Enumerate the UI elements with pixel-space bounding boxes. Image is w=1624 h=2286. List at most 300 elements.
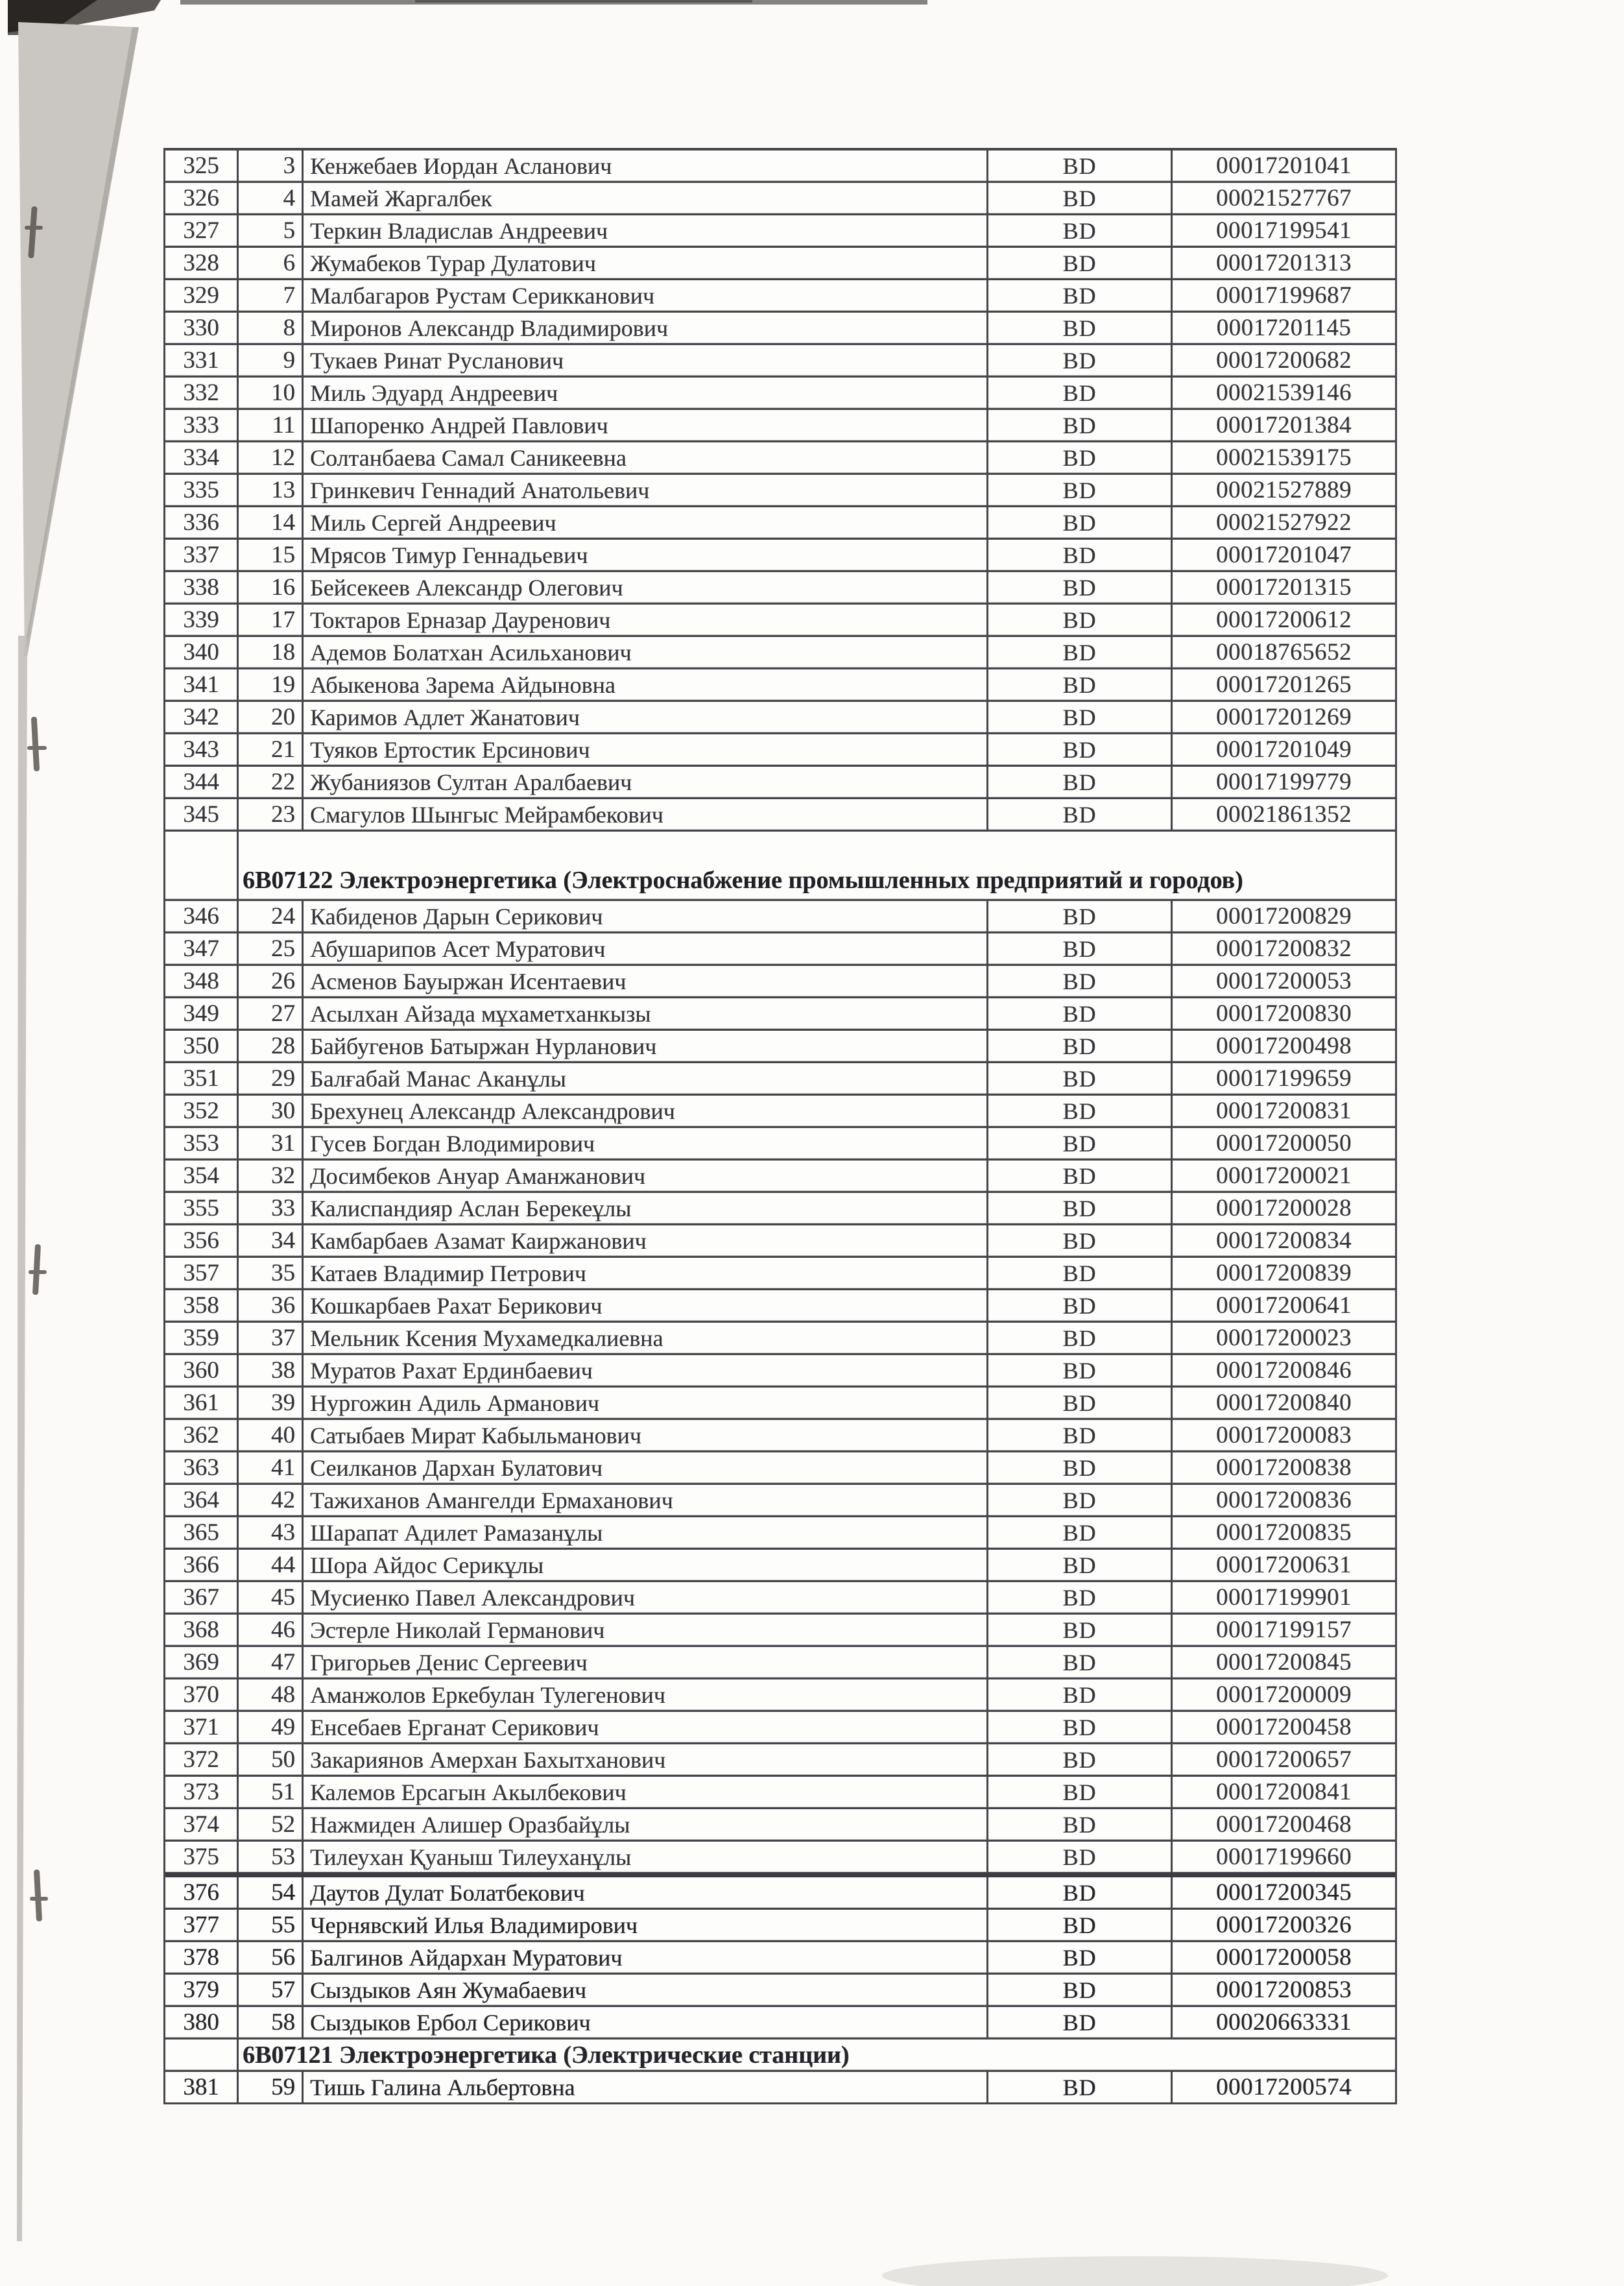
name-cell: Муратов Рахат Ердинбаевич <box>302 1355 986 1386</box>
row-number-cell: 365 <box>183 1519 219 1546</box>
table-row <box>165 408 1395 440</box>
id-number-cell: 00017199901 <box>1171 1582 1395 1613</box>
seq-number-cell: 42 <box>237 1485 302 1515</box>
degree-code-cell: BD <box>986 767 1171 797</box>
row-number-cell: 359 <box>183 1325 219 1351</box>
row-number-cell: 335 <box>183 477 219 503</box>
degree-code-cell: BD <box>986 378 1171 408</box>
seq-number-cell: 10 <box>237 378 302 408</box>
table-row <box>165 1678 1395 1710</box>
id-number-cell: 00017200841 <box>1171 1777 1395 1807</box>
table-row <box>165 668 1395 700</box>
table-row <box>165 1840 1395 1872</box>
table-row <box>165 635 1395 668</box>
row-number-cell: 360 <box>183 1357 219 1384</box>
table-row <box>165 700 1395 732</box>
table-row <box>165 1061 1395 1094</box>
row-number-cell: 326 <box>183 185 219 211</box>
table-row <box>165 1775 1395 1807</box>
degree-code-cell: BD <box>986 1031 1171 1061</box>
name-cell: Камбарбаев Азамат Каиржанович <box>302 1225 986 1256</box>
section-row <box>165 2038 1395 2070</box>
id-number-cell: 00017199779 <box>1171 767 1395 797</box>
name-cell: Токтаров Ерназар Дауренович <box>302 605 986 635</box>
id-number-cell: 00017200023 <box>1171 1323 1395 1353</box>
degree-code-cell: BD <box>986 1550 1171 1580</box>
row-number-cell <box>165 2039 237 2070</box>
row-number-cell: 348 <box>183 968 219 994</box>
seq-number-cell: 51 <box>237 1777 302 1807</box>
table-row <box>165 1872 1395 1908</box>
row-number-cell: 331 <box>183 347 219 374</box>
table-row <box>165 932 1395 964</box>
degree-code-cell: BD <box>986 1161 1171 1191</box>
name-cell: Абушарипов Асет Муратович <box>302 933 986 964</box>
table-row <box>165 1321 1395 1353</box>
scan-top-streak-dark-icon <box>415 0 752 3</box>
table-row <box>165 1353 1395 1386</box>
table-row <box>165 1126 1395 1159</box>
page-edge-strip-icon <box>17 636 27 2241</box>
id-number-cell: 00017201145 <box>1171 313 1395 343</box>
table-row <box>165 1742 1395 1775</box>
name-cell: Мрясов Тимур Геннадьевич <box>302 540 986 570</box>
id-number-cell: 00017199157 <box>1171 1615 1395 1645</box>
degree-code-cell: BD <box>986 799 1171 830</box>
name-cell: Закариянов Амерхан Бахытханович <box>302 1744 986 1775</box>
seq-number-cell: 59 <box>237 2072 302 2102</box>
row-number-cell: 347 <box>183 935 219 962</box>
degree-code-cell: BD <box>986 734 1171 765</box>
degree-code-cell: BD <box>986 998 1171 1029</box>
row-number-cell: 342 <box>183 704 219 730</box>
seq-number-cell: 38 <box>237 1355 302 1386</box>
id-number-cell: 00017200458 <box>1171 1712 1395 1742</box>
row-number-cell: 361 <box>183 1390 219 1416</box>
table-row <box>165 1159 1395 1191</box>
table-row <box>165 964 1395 996</box>
degree-code-cell: BD <box>986 313 1171 343</box>
row-number-cell: 380 <box>183 2009 219 2036</box>
id-number-cell: 00017200682 <box>1171 345 1395 376</box>
row-number-cell: 363 <box>183 1454 219 1481</box>
seq-number-cell: 31 <box>237 1128 302 1159</box>
seq-number-cell: 43 <box>237 1517 302 1548</box>
id-number-cell: 00017200657 <box>1171 1744 1395 1775</box>
row-number-cell: 327 <box>183 217 219 244</box>
name-cell: Сатыбаев Мират Кабыльманович <box>302 1420 986 1450</box>
row-number-cell: 375 <box>183 1844 219 1870</box>
binding-smudges <box>25 206 48 1921</box>
seq-number-cell: 50 <box>237 1744 302 1775</box>
id-number-cell: 00017200831 <box>1171 1096 1395 1126</box>
row-number-cell <box>165 832 237 899</box>
table-row <box>165 1548 1395 1580</box>
name-cell: Даутов Дулат Болатбекович <box>302 1877 986 1908</box>
degree-code-cell: BD <box>986 1842 1171 1872</box>
seq-number-cell: 3 <box>237 150 302 181</box>
section-header: 6В07121 Электроэнергетика (Электрические станции) <box>237 2039 1395 2070</box>
table-row <box>165 343 1395 376</box>
seq-number-cell: 18 <box>237 637 302 668</box>
table-row <box>165 1613 1395 1645</box>
degree-code-cell: BD <box>986 1647 1171 1678</box>
row-number-cell: 336 <box>183 509 219 536</box>
degree-code-cell: BD <box>986 2007 1171 2038</box>
degree-code-cell: BD <box>986 669 1171 700</box>
seq-number-cell: 40 <box>237 1420 302 1450</box>
table-row <box>165 1450 1395 1483</box>
seq-number-cell: 17 <box>237 605 302 635</box>
id-number-cell: 00017200853 <box>1171 1975 1395 2005</box>
table-row <box>165 1223 1395 1256</box>
degree-code-cell: BD <box>986 1712 1171 1742</box>
name-cell: Адемов Болатхан Асильханович <box>302 637 986 668</box>
seq-number-cell: 9 <box>237 345 302 376</box>
corner-fold-wedge-icon <box>18 22 139 656</box>
row-number-cell: 357 <box>183 1260 219 1286</box>
row-number-cell: 353 <box>183 1130 219 1157</box>
seq-number-cell: 6 <box>237 248 302 278</box>
name-cell: Эстерле Николай Германович <box>302 1615 986 1645</box>
id-number-cell: 00017200836 <box>1171 1485 1395 1515</box>
bottom-scan-shadow-icon <box>882 2256 1388 2286</box>
row-number-cell: 345 <box>183 801 219 828</box>
id-number-cell: 00021527767 <box>1171 183 1395 213</box>
table-row <box>165 1515 1395 1548</box>
seq-number-cell: 39 <box>237 1388 302 1418</box>
row-number-cell: 378 <box>183 1944 219 1971</box>
table-row <box>165 1029 1395 1061</box>
name-cell: Шора Айдос Серикұлы <box>302 1550 986 1580</box>
degree-code-cell: BD <box>986 1355 1171 1386</box>
id-number-cell: 00017200829 <box>1171 901 1395 932</box>
name-cell: Калемов Ерсагын Акылбекович <box>302 1777 986 1807</box>
name-cell: Гусев Богдан Влодимирович <box>302 1128 986 1159</box>
name-cell: Миль Эдуард Андреевич <box>302 378 986 408</box>
table-row <box>165 1256 1395 1288</box>
name-cell: Нургожин Адиль Арманович <box>302 1388 986 1418</box>
seq-number-cell: 7 <box>237 280 302 311</box>
name-cell: Бейсекеев Александр Олегович <box>302 572 986 603</box>
id-number-cell: 00017200050 <box>1171 1128 1395 1159</box>
degree-code-cell: BD <box>986 1615 1171 1645</box>
table-row <box>165 1645 1395 1678</box>
table-row <box>165 1940 1395 1973</box>
name-cell: Байбугенов Батыржан Нурланович <box>302 1031 986 1061</box>
id-number-cell: 00017200021 <box>1171 1161 1395 1191</box>
degree-code-cell: BD <box>986 572 1171 603</box>
row-number-cell: 334 <box>183 444 219 471</box>
row-number-cell: 350 <box>183 1033 219 1059</box>
name-cell: Сеилканов Дархан Булатович <box>302 1452 986 1483</box>
name-cell: Теркин Владислав Андреевич <box>302 215 986 246</box>
row-number-cell: 368 <box>183 1617 219 1643</box>
seq-number-cell: 32 <box>237 1161 302 1191</box>
id-number-cell: 00017199660 <box>1171 1842 1395 1872</box>
seq-number-cell: 22 <box>237 767 302 797</box>
name-cell: Туяков Ертостик Ерсинович <box>302 734 986 765</box>
row-number-cell: 367 <box>183 1584 219 1611</box>
seq-number-cell: 21 <box>237 734 302 765</box>
degree-code-cell: BD <box>986 1679 1171 1710</box>
id-number-cell: 00017200631 <box>1171 1550 1395 1580</box>
row-number-cell: 369 <box>183 1649 219 1676</box>
table-row <box>165 899 1395 932</box>
row-number-cell: 355 <box>183 1195 219 1221</box>
degree-code-cell: BD <box>986 1193 1171 1223</box>
seq-number-cell: 35 <box>237 1258 302 1288</box>
id-number-cell: 00017200468 <box>1171 1809 1395 1840</box>
seq-number-cell: 16 <box>237 572 302 603</box>
name-cell: Тукаев Ринат Русланович <box>302 345 986 376</box>
id-number-cell: 00017201269 <box>1171 702 1395 732</box>
id-number-cell: 00017200846 <box>1171 1355 1395 1386</box>
name-cell: Кенжебаев Иордан Асланович <box>302 150 986 181</box>
row-number-cell: 354 <box>183 1162 219 1189</box>
seq-number-cell: 54 <box>237 1877 302 1908</box>
seq-number-cell: 36 <box>237 1290 302 1321</box>
id-number-cell: 00017200830 <box>1171 998 1395 1029</box>
seq-number-cell: 14 <box>237 507 302 538</box>
degree-code-cell: BD <box>986 1063 1171 1094</box>
seq-number-cell: 53 <box>237 1842 302 1872</box>
seq-number-cell: 4 <box>237 183 302 213</box>
name-cell: Жубаниязов Султан Аралбаевич <box>302 767 986 797</box>
name-cell: Брехунец Александр Александрович <box>302 1096 986 1126</box>
table-row <box>165 1483 1395 1515</box>
row-number-cell: 346 <box>183 903 219 930</box>
name-cell: Тишь Галина Альбертовна <box>302 2072 986 2102</box>
name-cell: Кабиденов Дарын Серикович <box>302 901 986 932</box>
id-number-cell: 00018765652 <box>1171 637 1395 668</box>
id-number-cell: 00021527922 <box>1171 507 1395 538</box>
table-row <box>165 732 1395 765</box>
scan-top-streak-icon <box>180 0 927 5</box>
degree-code-cell: BD <box>986 702 1171 732</box>
row-number-cell: 338 <box>183 574 219 601</box>
degree-code-cell: BD <box>986 1582 1171 1613</box>
seq-number-cell: 46 <box>237 1615 302 1645</box>
id-number-cell: 00017200832 <box>1171 933 1395 964</box>
id-number-cell: 00021539146 <box>1171 378 1395 408</box>
id-number-cell: 00017200028 <box>1171 1193 1395 1223</box>
id-number-cell: 00017200835 <box>1171 1517 1395 1548</box>
degree-code-cell: BD <box>986 475 1171 505</box>
id-number-cell: 00017201049 <box>1171 734 1395 765</box>
row-number-cell: 332 <box>183 379 219 406</box>
seq-number-cell: 44 <box>237 1550 302 1580</box>
table-row <box>165 473 1395 505</box>
degree-code-cell: BD <box>986 1128 1171 1159</box>
degree-code-cell: BD <box>986 1258 1171 1288</box>
seq-number-cell: 47 <box>237 1647 302 1678</box>
table-row <box>165 570 1395 603</box>
degree-code-cell: BD <box>986 1517 1171 1548</box>
seq-number-cell: 20 <box>237 702 302 732</box>
table-row <box>165 1807 1395 1840</box>
row-number-cell: 337 <box>183 542 219 568</box>
name-cell: Каримов Адлет Жанатович <box>302 702 986 732</box>
id-number-cell: 00017201265 <box>1171 669 1395 700</box>
id-number-cell: 00017200009 <box>1171 1679 1395 1710</box>
seq-number-cell: 57 <box>237 1975 302 2005</box>
id-number-cell: 00017199687 <box>1171 280 1395 311</box>
table-row <box>165 1580 1395 1613</box>
name-cell: Аманжолов Еркебулан Тулегенович <box>302 1679 986 1710</box>
name-cell: Балгинов Айдархан Муратович <box>302 1942 986 1973</box>
degree-code-cell: BD <box>986 183 1171 213</box>
table-row <box>165 2070 1395 2102</box>
id-number-cell: 00017200838 <box>1171 1452 1395 1483</box>
degree-code-cell: BD <box>986 637 1171 668</box>
table-row <box>165 1094 1395 1126</box>
table-row <box>165 996 1395 1029</box>
degree-code-cell: BD <box>986 410 1171 440</box>
name-cell: Григорьев Денис Сергеевич <box>302 1647 986 1678</box>
table-row <box>165 603 1395 635</box>
row-number-cell: 366 <box>183 1552 219 1578</box>
seq-number-cell: 48 <box>237 1679 302 1710</box>
name-cell: Мусиенко Павел Александрович <box>302 1582 986 1613</box>
name-cell: Енсебаев Ерганат Серикович <box>302 1712 986 1742</box>
row-number-cell: 352 <box>183 1098 219 1124</box>
seq-number-cell: 52 <box>237 1809 302 1840</box>
row-number-cell: 343 <box>183 736 219 763</box>
seq-number-cell: 24 <box>237 901 302 932</box>
name-cell: Тажиханов Амангелди Ермаханович <box>302 1485 986 1515</box>
degree-code-cell: BD <box>986 215 1171 246</box>
degree-code-cell: BD <box>986 1225 1171 1256</box>
seq-number-cell: 41 <box>237 1452 302 1483</box>
row-number-cell: 371 <box>183 1714 219 1740</box>
corner-fold-dark-icon <box>8 0 97 32</box>
seq-number-cell: 25 <box>237 933 302 964</box>
seq-number-cell: 27 <box>237 998 302 1029</box>
corner-fold-edge-icon <box>23 27 139 656</box>
table-row <box>165 1191 1395 1223</box>
degree-code-cell: BD <box>986 1420 1171 1450</box>
degree-code-cell: BD <box>986 1452 1171 1483</box>
id-number-cell: 00017201315 <box>1171 572 1395 603</box>
seq-number-cell: 19 <box>237 669 302 700</box>
seq-number-cell: 33 <box>237 1193 302 1223</box>
table-row <box>165 1418 1395 1450</box>
name-cell: Кошкарбаев Рахат Берикович <box>302 1290 986 1321</box>
id-number-cell: 00017200574 <box>1171 2072 1395 2102</box>
id-number-cell: 00017199659 <box>1171 1063 1395 1094</box>
table-row <box>165 278 1395 311</box>
degree-code-cell: BD <box>986 1485 1171 1515</box>
id-number-cell: 00021539175 <box>1171 442 1395 473</box>
name-cell: Сыздыков Аян Жумабаевич <box>302 1975 986 2005</box>
seq-number-cell: 28 <box>237 1031 302 1061</box>
row-number-cell: 356 <box>183 1227 219 1254</box>
degree-code-cell: BD <box>986 966 1171 996</box>
seq-number-cell: 29 <box>237 1063 302 1094</box>
row-number-cell: 370 <box>183 1681 219 1708</box>
table-row <box>165 1908 1395 1940</box>
name-cell: Катаев Владимир Петрович <box>302 1258 986 1288</box>
table-row <box>165 376 1395 408</box>
seq-number-cell: 49 <box>237 1712 302 1742</box>
degree-code-cell: BD <box>986 901 1171 932</box>
section-header: 6В07122 Электроэнергетика (Электроснабжение промышленных предприятий и городов) <box>237 832 1395 899</box>
id-number-cell: 00017200345 <box>1171 1877 1395 1908</box>
degree-code-cell: BD <box>986 540 1171 570</box>
seq-number-cell: 34 <box>237 1225 302 1256</box>
name-cell: Миль Сергей Андреевич <box>302 507 986 538</box>
id-number-cell: 00021527889 <box>1171 475 1395 505</box>
corner-fold-shadow-icon <box>8 0 161 35</box>
degree-code-cell: BD <box>986 1877 1171 1908</box>
seq-number-cell: 45 <box>237 1582 302 1613</box>
degree-code-cell: BD <box>986 345 1171 376</box>
row-number-cell: 381 <box>183 2074 219 2100</box>
seq-number-cell: 23 <box>237 799 302 830</box>
name-cell: Смагулов Шынгыс Мейрамбекович <box>302 799 986 830</box>
table-row <box>165 1386 1395 1418</box>
seq-number-cell: 58 <box>237 2007 302 2038</box>
name-cell: Сыздыков Ербол Серикович <box>302 2007 986 2038</box>
id-number-cell: 00017200083 <box>1171 1420 1395 1450</box>
id-number-cell: 00017200641 <box>1171 1290 1395 1321</box>
table-row <box>165 765 1395 797</box>
row-number-cell: 358 <box>183 1292 219 1319</box>
degree-code-cell: BD <box>986 150 1171 181</box>
student-list-table <box>163 148 1397 2104</box>
name-cell: Шарапат Адилет Рамазанұлы <box>302 1517 986 1548</box>
degree-code-cell: BD <box>986 1910 1171 1940</box>
degree-code-cell: BD <box>986 1096 1171 1126</box>
name-cell: Гринкевич Геннадий Анатольевич <box>302 475 986 505</box>
degree-code-cell: BD <box>986 442 1171 473</box>
row-number-cell: 374 <box>183 1811 219 1838</box>
name-cell: Солтанбаева Самал Саникеевна <box>302 442 986 473</box>
seq-number-cell: 56 <box>237 1942 302 1973</box>
table-row <box>165 150 1395 181</box>
seq-number-cell: 8 <box>237 313 302 343</box>
row-number-cell: 351 <box>183 1065 219 1092</box>
table-row <box>165 797 1395 830</box>
row-number-cell: 340 <box>183 639 219 666</box>
degree-code-cell: BD <box>986 1744 1171 1775</box>
row-number-cell: 379 <box>183 1977 219 2003</box>
name-cell: Миронов Александр Владимирович <box>302 313 986 343</box>
id-number-cell: 00017200498 <box>1171 1031 1395 1061</box>
row-number-cell: 362 <box>183 1422 219 1449</box>
table-row <box>165 181 1395 213</box>
id-number-cell: 00017200834 <box>1171 1225 1395 1256</box>
degree-code-cell: BD <box>986 248 1171 278</box>
name-cell: Тилеухан Қуаныш Тилеуханұлы <box>302 1842 986 1872</box>
table-row <box>165 246 1395 278</box>
row-number-cell: 330 <box>183 315 219 341</box>
name-cell: Асылхан Айзада мұхаметханкызы <box>302 998 986 1029</box>
table-row <box>165 311 1395 343</box>
degree-code-cell: BD <box>986 1942 1171 1973</box>
degree-code-cell: BD <box>986 1975 1171 2005</box>
seq-number-cell: 5 <box>237 215 302 246</box>
id-number-cell: 00017200845 <box>1171 1647 1395 1678</box>
seq-number-cell: 13 <box>237 475 302 505</box>
row-number-cell: 329 <box>183 282 219 309</box>
row-number-cell: 344 <box>183 769 219 795</box>
id-number-cell: 00017201384 <box>1171 410 1395 440</box>
seq-number-cell: 11 <box>237 410 302 440</box>
id-number-cell: 00017200839 <box>1171 1258 1395 1288</box>
row-number-cell: 364 <box>183 1487 219 1513</box>
